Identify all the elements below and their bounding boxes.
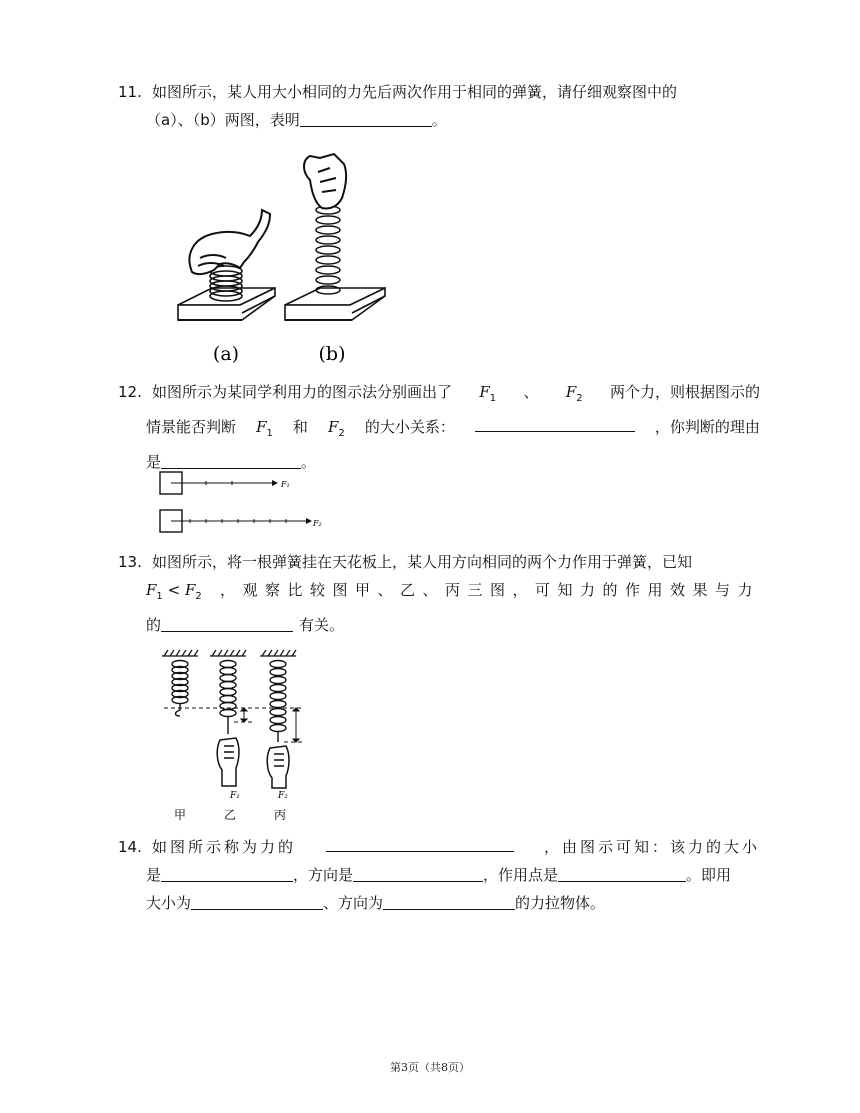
question-text: 两个力，则根据图示的 [609, 383, 760, 401]
question-text: 的力拉物体。 [515, 894, 606, 912]
question-12 [118, 378, 760, 476]
answer-blank[interactable] [558, 863, 686, 882]
variable-F: F [327, 418, 339, 436]
punctuation: 。 [431, 111, 447, 129]
force-diagram-figure [150, 466, 330, 538]
answer-blank[interactable] [383, 891, 515, 910]
conjunction: 和 [292, 418, 308, 436]
separator: 、 [523, 383, 539, 401]
subscript: 2 [576, 393, 583, 404]
variable-F: F [184, 581, 196, 599]
spring-bing [270, 661, 286, 743]
question-text: 。即用 [686, 866, 732, 884]
q11-line-1 [118, 78, 760, 106]
variable-F: F [565, 383, 577, 401]
question-number: 11. [118, 83, 142, 101]
question-text: ，观察比较图甲、乙、丙三图，可知力的作用效果与力 [219, 581, 760, 599]
spring-compress-stretch-figure [170, 150, 400, 370]
q14-line-2 [118, 861, 760, 889]
extension-marker-yi [241, 708, 247, 722]
spring-yi [220, 661, 236, 735]
hanging-spring-figure [150, 642, 330, 822]
base-board-a [178, 288, 275, 320]
subscript: 2 [195, 591, 202, 602]
force-label-f2: F₂ [313, 519, 322, 528]
hand-pressing [189, 210, 270, 274]
question-text: 的大小关系： [364, 418, 455, 436]
answer-blank[interactable] [191, 891, 323, 910]
figure-label-a: (a) [212, 343, 240, 365]
question-text: 如图所示为某同学利用力的图示法分别画出了 [152, 383, 453, 401]
hand-bing [267, 746, 289, 788]
page-footer: 第3页（共8页） [390, 1061, 470, 1074]
q12-line-2 [118, 413, 760, 448]
answer-blank[interactable] [326, 833, 514, 852]
q14-line-3 [118, 889, 760, 917]
figure-label-b: (b) [318, 343, 346, 365]
question-text: 、方向为 [323, 894, 384, 912]
ceiling-hatches [162, 650, 296, 656]
question-text: ，由图示可知：该力的大小 [543, 838, 760, 856]
question-text: ，作用点是 [483, 866, 559, 884]
question-text: 大小为 [146, 894, 192, 912]
figure-label-yi: 乙 [223, 808, 237, 822]
stretched-spring [316, 206, 340, 294]
question-text: ，你判断的理由 [654, 418, 760, 436]
hand-yi [217, 738, 239, 786]
question-text: 如图所示，某人用大小相同的力先后两次作用于相同的弹簧，请仔细观察图中的 [152, 83, 678, 101]
q14-line-1 [118, 833, 760, 861]
question-text: 的 [146, 616, 162, 634]
force-label-f1: F₁ [230, 791, 240, 801]
question-11 [118, 78, 760, 134]
subscript: 1 [489, 393, 497, 404]
figure-label-jia: 甲 [173, 808, 187, 822]
variable-F: F [146, 581, 157, 599]
question-text: 如图所示称为力的 [152, 838, 297, 856]
question-text: 情景能否判断 [146, 418, 237, 436]
force-label-f1: F₁ [281, 480, 290, 489]
subscript: 1 [266, 428, 273, 439]
extension-marker-bing [293, 708, 299, 742]
variable-F: F [479, 383, 490, 401]
question-14 [118, 833, 760, 917]
answer-blank[interactable] [300, 108, 432, 127]
question-text: ，方向是 [293, 866, 354, 884]
question-text: 是 [146, 866, 162, 884]
force-label-f2: F₂ [278, 791, 288, 801]
question-text: 如图所示，将一根弹簧挂在天花板上，某人用方向相同的两个力作用于弹簧，已知 [152, 553, 693, 571]
hand-pulling [304, 154, 346, 209]
question-number: 14. [118, 838, 142, 856]
answer-blank[interactable] [161, 613, 293, 632]
less-than-sign: < [167, 581, 181, 599]
question-number: 13. [118, 553, 142, 571]
subscript: 1 [156, 591, 163, 602]
question-number: 12. [118, 383, 142, 401]
q13-line-1 [118, 548, 760, 576]
q11-line-2 [118, 106, 760, 134]
question-text: 有关。 [299, 616, 345, 634]
question-text: （a）、（b）两图，表明 [146, 111, 300, 129]
subscript: 2 [338, 428, 345, 439]
variable-F: F [256, 418, 267, 436]
punctuation: 。 [301, 453, 317, 471]
answer-blank[interactable] [353, 863, 483, 882]
question-text: 是 [146, 453, 162, 471]
figure-label-bing: 丙 [273, 808, 287, 822]
question-13 [118, 548, 760, 639]
q13-line-2 [118, 576, 760, 611]
q13-line-3 [118, 611, 760, 639]
answer-blank[interactable] [475, 413, 635, 432]
q12-line-1 [118, 378, 760, 413]
answer-blank[interactable] [161, 863, 293, 882]
